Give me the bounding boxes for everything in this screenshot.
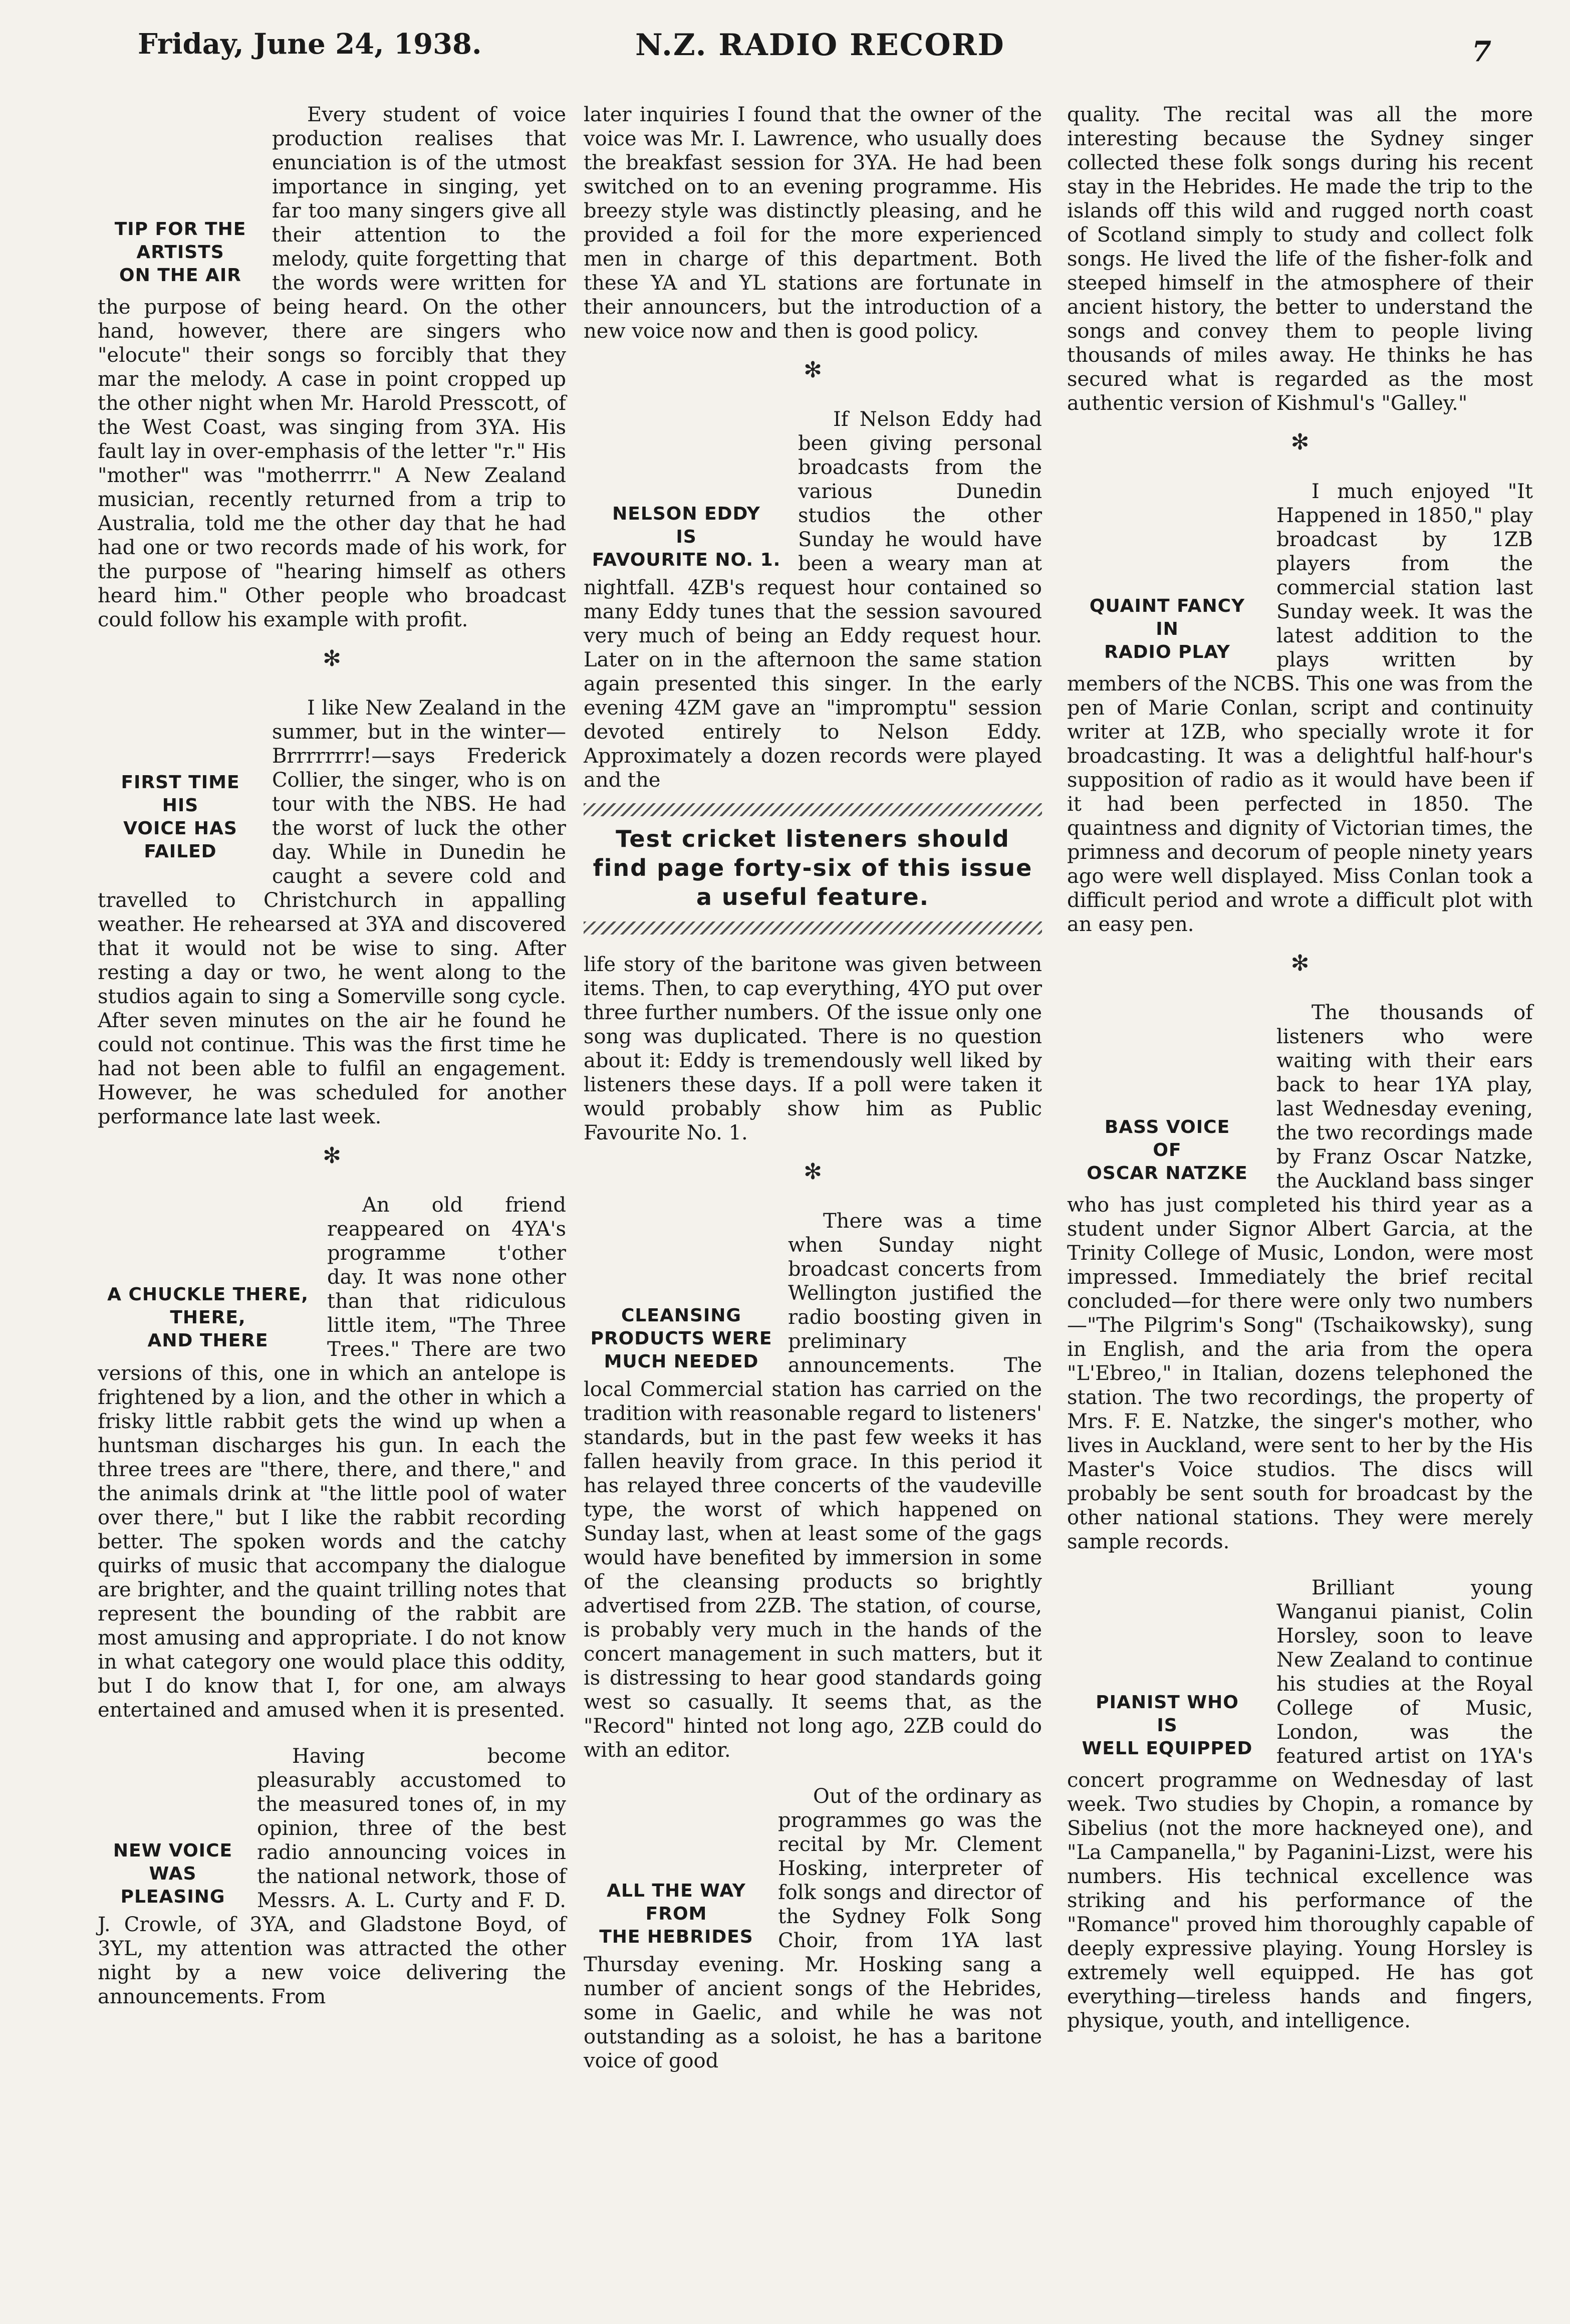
side-heading-line: NELSON EDDY [612, 504, 760, 524]
article-text: I much enjoyed "It Happened in 1850," play broadcast by 1ZB players from the commercial station last Sunday week. It was the latest addition to the plays written by members of the NCBS. This one was from the pen of Marie Conlan, script and continuity writer at 1ZB, who specially wrote it for broadcasting. It was a delightful half-hour's supposition of radio as it would have been if it had been perfected in 1850. The quaintness and dignity of Victorian times, the primness and decorum of people ninety years ago were well displayed. Miss Conlan took a difficult period and wrote a difficult plot with an easy pen. [1067, 480, 1533, 936]
side-heading-line: THERE, [170, 1307, 246, 1328]
side-heading-line: MUCH NEEDED [604, 1351, 759, 1372]
side-heading [584, 1304, 779, 1373]
side-heading-line: WAS [149, 1864, 197, 1884]
article-chuckle-there [98, 1193, 566, 1722]
side-heading [98, 771, 263, 863]
side-heading-line: RADIO PLAY [1104, 642, 1230, 662]
column-2 [584, 103, 1042, 2073]
page-number: 7 [1472, 35, 1491, 68]
side-heading [1067, 595, 1267, 664]
side-heading-line: THE HEBRIDES [599, 1927, 753, 1947]
side-heading-line: BASS VOICE [1104, 1117, 1230, 1137]
article-text: Out of the ordinary as programmes go was the recital by Mr. Clement Hosking, interpreter of folk songs and director of the Sydney Folk Song Choir, from 1YA last Thursday evening. Mr. Hosking sang a number of ancient songs of the Hebrides, some in Gaelic, and while he was not outstanding as a soloist, he has a baritone voice of good [584, 1785, 1042, 2072]
side-heading-line: PLEASING [120, 1887, 225, 1907]
article-bass-voice [1067, 1001, 1533, 1554]
side-heading-line: WELL EQUIPPED [1082, 1738, 1253, 1759]
wavy-rule [584, 921, 1042, 935]
article-new-voice-pleasing [98, 1744, 566, 2009]
side-heading-line: PIANIST WHO [1096, 1692, 1239, 1713]
article-text: life story of the baritone was given between items. Then, to cap everything, 4YO put over three further numbers. Of the issue only one song was duplicated. There is no question about it: Eddy is tremendously well liked by listeners these days. If a poll were taken it would probably show him as Public Favourite No. 1. [584, 953, 1042, 1144]
column-1 [98, 103, 566, 2009]
masthead-title: N.Z. RADIO RECORD [635, 28, 1005, 63]
article-text: later inquiries I found that the owner of the voice was Mr. I. Lawrence, who usually does the breakfast session for 3YA. He had been switched on to an evening programme. His breezy style was distinctly pleasing, and he provided a foil for the more experienced men in charge of this department. Both these YA and YL stations are fortunate in their announcers, but the introduction of a new voice now and then is good policy. [584, 103, 1042, 343]
side-heading-line: IN [1156, 619, 1179, 639]
side-heading-line: CLEANSING [621, 1305, 741, 1326]
article-continued-voice [584, 103, 1042, 343]
article-text: An old friend reappeared on 4YA's programme t'other day. It was none other than that ridiculous little item, "The Three Trees." There are two versions of this, one in which an antelope is frightened by a lion, and the other in which a frisky little rabbit gets the wind up when a huntsman discharges his gun. In each the three trees are "there, there, and there," and the animals drink at "the little pool of water over there," but I like the rabbit recording better. The spoken words and the catchy quirks of music that accompany the dialogue are brighter, and the quaint trilling notes that represent the bounding of the rabbit are most amusing and appropriate. I do not know in what category one would place this oddity, but I do know that I, for one, am always entertained and amused when it is presented. [98, 1194, 566, 1722]
article-text: Having become pleasurably accustomed to the measured tones of, in my opinion, three of the best radio announcing voices in the national network, those of Messrs. A. L. Curty and F. D. J. Crowle, of 3YA, and Gladstone Boyd, of 3YL, my attention was attracted the other night by a new voice delivering the announcements. From [98, 1745, 566, 2008]
side-heading [98, 218, 263, 287]
page-header [0, 0, 1570, 75]
side-heading-line: AND THERE [147, 1330, 269, 1351]
article-quaint-fancy [1067, 480, 1533, 937]
side-heading-line: ALL THE WAY [607, 1881, 746, 1901]
wavy-rule [584, 803, 1042, 816]
column-3 [1067, 103, 1533, 2033]
star-ornament-icon: ✻ [804, 357, 822, 383]
side-heading [1067, 1116, 1267, 1185]
star-ornament-icon: ✻ [323, 646, 341, 671]
star-ornament-icon: ✻ [1290, 951, 1310, 976]
side-heading [98, 1839, 248, 1909]
star-ornament-icon: ✻ [1290, 429, 1310, 455]
article-tip-for-artists [98, 103, 566, 632]
article-cleansing-products [584, 1209, 1042, 1762]
star-ornament-icon: ✻ [804, 1159, 822, 1185]
side-heading-line: OSCAR NATZKE [1087, 1163, 1248, 1184]
article-pianist [1067, 1576, 1533, 2033]
side-heading-line: FROM [645, 1904, 707, 1924]
side-heading-line: TIP FOR THE [114, 219, 246, 240]
side-heading-line: NEW VOICE [113, 1840, 233, 1861]
article-text: There was a time when Sunday night broadcast concerts from Wellington justified the radio boosting given in preliminary announcements. The local Commercial station has carried on the tradition with reasonable regard to listeners' standards, but in the past few weeks it has fallen heavily from grace. In this period it has relayed three concerts of the vaudeville type, the worst of which happened on Sunday last, when at least some of the gags would have benefited by immersion in some of the cleansing products so brightly advertised from 2ZB. The station, of course, is probably very much in the hands of the concert management in such matters, but it is distressing to hear good standards going west so casually. It seems that, as the "Record" hinted not long ago, 2ZB could do with an editor. [584, 1210, 1042, 1762]
article-text: Every student of voice production realises that enunciation is of the utmost importance in singing, yet far too many singers give all their attention to the melody, quite forgetting that the words were written for the purpose of being heard. On the other hand, however, there are singers who "elocute" their songs so forcibly that they mar the melody. A case in point cropped up the other night when Mr. Harold Presscott, of the West Coast, was singing from 3YA. His fault lay in over-emphasis of the letter "r." His "mother" was "motherrrr." A New Zealand musician, recently returned from a trip to Australia, told me the other day that he had had one or two records made of his work, for the purpose of "hearing himself as others heard him." Other people who broadcast could follow his example with profit. [98, 103, 566, 631]
side-heading-line: ON THE AIR [119, 265, 242, 286]
article-text: Brilliant young Wanganui pianist, Colin Horsley, soon to leave New Zealand to continue his studies at the Royal College of Music, London, was the featured artist on 1YA's concert programme on Wednesday of last week. Two studies by Chopin, a romance by Sibelius (not the more hackneyed one), and "La Campanella," by Paganini-Lizst, were his numbers. His technical excellence was striking and his performance of the "Romance" proved him thoroughly capable of deeply expressive playing. Young Horsley is extremely well equipped. He has got everything—tireless hands and fingers, physique, youth, and intelligence. [1067, 1576, 1533, 2032]
side-heading-line: QUAINT FANCY [1089, 596, 1245, 616]
side-heading-line: PRODUCTS WERE [590, 1328, 772, 1349]
article-hebrides [584, 1784, 1042, 2073]
article-hebrides-cont [1067, 103, 1533, 415]
side-heading [584, 1880, 769, 1949]
side-heading-line: FIRST TIME [121, 772, 240, 793]
side-heading-line: OF [1153, 1140, 1182, 1160]
side-heading-line: ARTISTS [136, 242, 224, 263]
article-first-time-voice-failed [98, 696, 566, 1129]
side-heading [98, 1283, 318, 1352]
article-text: The thousands of listeners who were waiting with their ears back to hear 1YA play, last Wednesday evening, the two recordings made by Franz Oscar Natzke, the Auckland bass singer who has just completed his third year as a student under Signor Albert Garcia, at the Trinity College of Music, London, were most impressed. Immediately the brief recital concluded—for there were only two numbers—"The Pilgrim's Song" (Tschaikowsky), sung in English, and the aria from the opera "L'Ebreo," in Italian, dozens telephoned the station. The two recordings, the property of Mrs. F. E. Natzke, the singer's mother, who lives in Auckland, were sent to her by the His Master's Voice studios. The discs will probably be sent south for broadcast by the other national stations. They were merely sample records. [1067, 1001, 1533, 1553]
side-heading-line: IS [1157, 1715, 1178, 1736]
article-nelson-eddy-cont [584, 953, 1042, 1145]
star-ornament-icon: ✻ [323, 1143, 341, 1169]
side-heading-line: VOICE HAS FAILED [123, 818, 237, 862]
article-text: I like New Zealand in the summer, but in the winter—Brrrrrrrr!—says Frederick Collier, the singer, who is on tour with the NBS. He had the worst of luck the other day. While in Dunedin he caught a severe cold and travelled to Christchurch in appalling weather. He rehearsed at 3YA and discovered that it would not be wise to sing. After resting a day or two, he went along to the studios again to sing a Somerville song cycle. After seven minutes on the air he found he could not continue. This was the first time he had not been able to fulfil an engagement. However, he was scheduled for another performance late last week. [98, 696, 566, 1128]
side-heading-line: FAVOURITE NO. 1. [592, 550, 781, 570]
article-nelson-eddy [584, 407, 1042, 792]
side-heading [1067, 1691, 1267, 1760]
side-heading-line: IS [676, 527, 697, 547]
promo-box-text: Test cricket listeners should find page forty-six of this issue a useful feature. [593, 825, 1033, 910]
issue-date: Friday, June 24, 1938. [138, 28, 482, 61]
article-text: If Nelson Eddy had been giving personal broadcasts from the various Dunedin studios the other Sunday he would have been a weary man at nightfall. 4ZB's request hour contained so many Eddy tunes that the session savoured very much of being an Eddy request hour. Later on in the afternoon the same station again presented this singer. In the early evening 4ZM gave an "impromptu" session devoted entirely to Nelson Eddy. Approximately a dozen records were played and the [584, 408, 1042, 792]
side-heading-line: A CHUCKLE THERE, [107, 1284, 309, 1305]
article-text: quality. The recital was all the more interesting because the Sydney singer collected these folk songs during his recent stay in the Hebrides. He made the trip to the islands off this wild and rugged north coast of Scotland simply to study and collect folk songs. He lived the life of the fisher-folk and steeped himself in the atmosphere of their ancient history, the better to understand the songs and convey them to people living thousands of miles away. He thinks he has secured what is regarded as the most authentic version of Kishmul's "Galley." [1067, 103, 1533, 415]
side-heading-line: HIS [162, 795, 199, 816]
side-heading [584, 503, 789, 572]
